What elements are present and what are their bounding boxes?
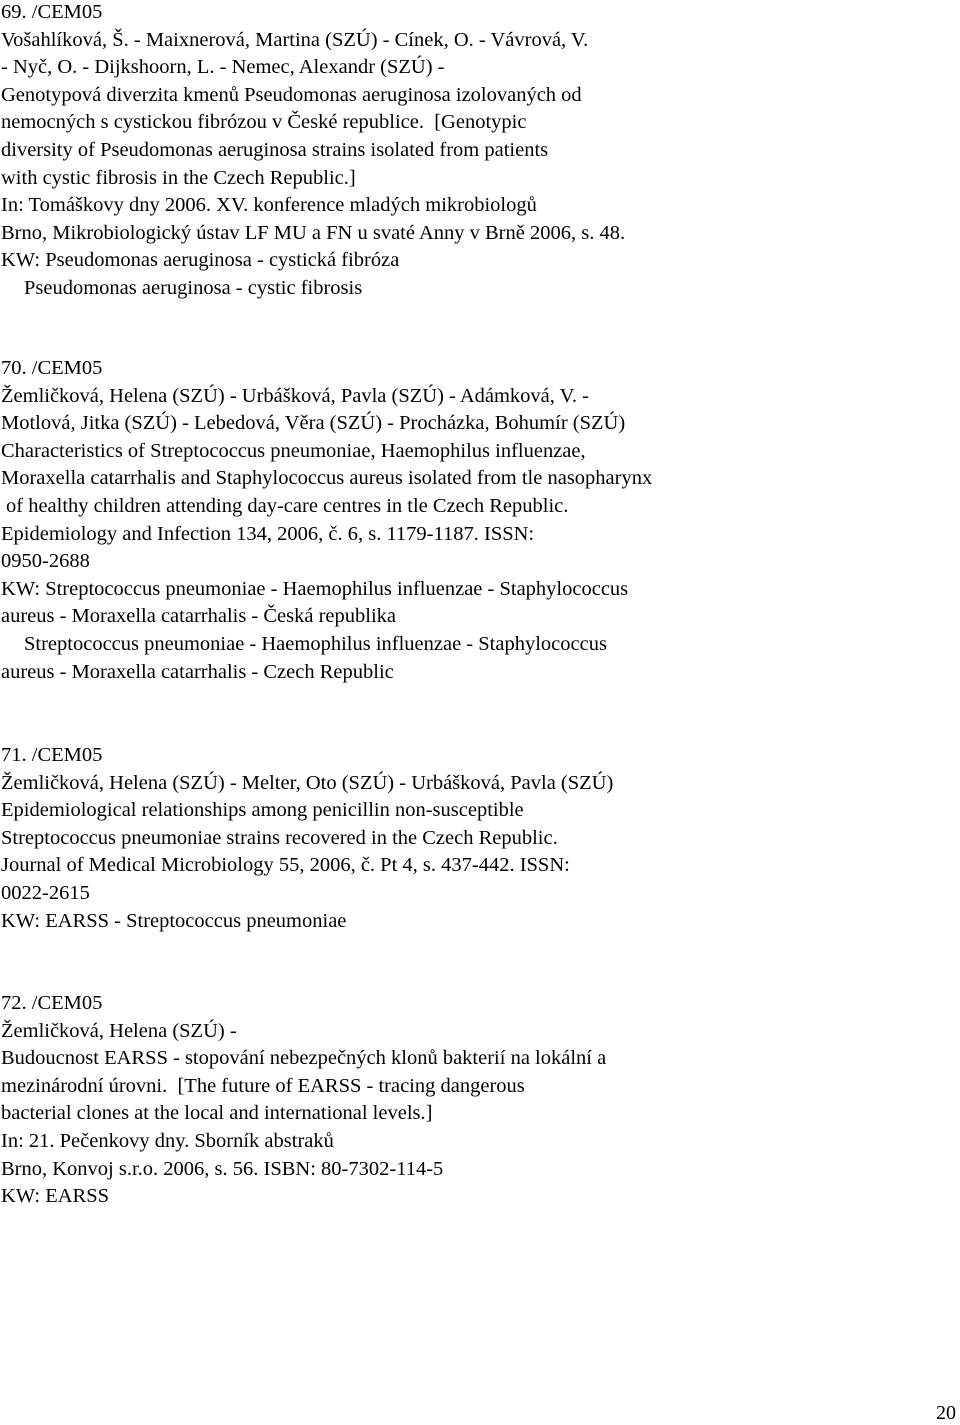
entry-source: Brno, Konvoj s.r.o. 2006, s. 56. ISBN: 80-7302-114-5 (1, 1157, 444, 1180)
entry-title: nemocných s cystickou fibrózou v České republice. [Genotypic (1, 111, 527, 134)
entry-keywords: KW: Streptococcus pneumoniae - Haemophilus influenzae - Staphylococcus (1, 577, 629, 600)
entry-title-english: bacterial clones at the local and international levels.] (1, 1102, 433, 1125)
entry-keywords-english: Pseudomonas aeruginosa - cystic fibrosis (24, 276, 363, 299)
entry-title: of healthy children attending day-care centres in tle Czech Republic. (6, 494, 569, 517)
bibliography-entry-69 (0, 0, 955, 303)
entry-title: mezinárodní úrovni. [The future of EARSS - tracing dangerous (1, 1074, 525, 1097)
entry-title: Characteristics of Streptococcus pneumoniae, Haemophilus influenzae, (1, 439, 586, 462)
entry-source: In: 21. Pečenkovy dny. Sborník abstraků (1, 1129, 334, 1152)
entry-keywords-english: aureus - Moraxella catarrhalis - Czech Republic (1, 660, 394, 683)
entry-issn: 0950-2688 (1, 550, 90, 573)
entry-keywords: KW: EARSS - Streptococcus pneumoniae (1, 909, 347, 932)
bibliography-entry-72 (0, 990, 955, 1211)
entry-title: Moraxella catarrhalis and Staphylococcus aureus isolated from tle nasopharynx (1, 467, 653, 490)
entry-authors: Žemličková, Helena (SZÚ) - Melter, Oto (SZÚ) - Urbášková, Pavla (SZÚ) (1, 771, 614, 794)
entry-title: Genotypová diverzita kmenů Pseudomonas aeruginosa izolovaných od (1, 83, 582, 106)
entry-number: 70. /CEM05 (1, 357, 103, 379)
entry-title: Budoucnost EARSS - stopování nebezpečných klonů bakterií na lokální a (1, 1047, 607, 1070)
entry-keywords: aureus - Moraxella catarrhalis - Česká republika (1, 605, 397, 628)
entry-source: In: Tomáškovy dny 2006. XV. konference mladých mikrobiologů (1, 194, 537, 217)
entry-keywords-english: Streptococcus pneumoniae - Haemophilus influenzae - Staphylococcus (24, 632, 607, 655)
entry-number: 72. /CEM05 (1, 992, 103, 1014)
page-number: 20 (936, 1402, 956, 1424)
bibliography-entry-71 (0, 742, 955, 935)
entry-authors: - Nyč, O. - Dijkshoorn, L. - Nemec, Alexandr (SZÚ) - (1, 56, 445, 79)
entry-title: Epidemiological relationships among penicillin non-susceptible (1, 799, 524, 822)
entry-authors: Vošahlíková, Š. - Maixnerová, Martina (SZÚ) - Cínek, O. - Vávrová, V. (1, 28, 589, 51)
entry-keywords: KW: Pseudomonas aeruginosa - cystická fibróza (1, 249, 400, 272)
entry-issn: 0022-2615 (1, 881, 90, 904)
entry-title: Streptococcus pneumoniae strains recovered in the Czech Republic. (1, 826, 558, 849)
entry-title-english: diversity of Pseudomonas aeruginosa strains isolated from patients (1, 138, 549, 161)
entry-source: Epidemiology and Infection 134, 2006, č. 6, s. 1179-1187. ISSN: (1, 522, 535, 545)
entry-authors: Žemličková, Helena (SZÚ) - Urbášková, Pavla (SZÚ) - Adámková, V. - (1, 384, 589, 407)
entry-title-english: with cystic fibrosis in the Czech Republic.] (1, 166, 356, 189)
entry-authors: Motlová, Jitka (SZÚ) - Lebedová, Věra (SZÚ) - Procházka, Bohumír (SZÚ) (1, 412, 626, 435)
entry-number: 69. /CEM05 (1, 1, 103, 23)
entry-source: Journal of Medical Microbiology 55, 2006, č. Pt 4, s. 437-442. ISSN: (1, 854, 570, 877)
entry-number: 71. /CEM05 (1, 744, 103, 766)
entry-source: Brno, Mikrobiologický ústav LF MU a FN u svaté Anny v Brně 2006, s. 48. (1, 221, 626, 244)
entry-authors: Žemličková, Helena (SZÚ) - (1, 1019, 237, 1042)
entry-keywords: KW: EARSS (1, 1185, 110, 1208)
bibliography-entry-70 (0, 355, 955, 686)
